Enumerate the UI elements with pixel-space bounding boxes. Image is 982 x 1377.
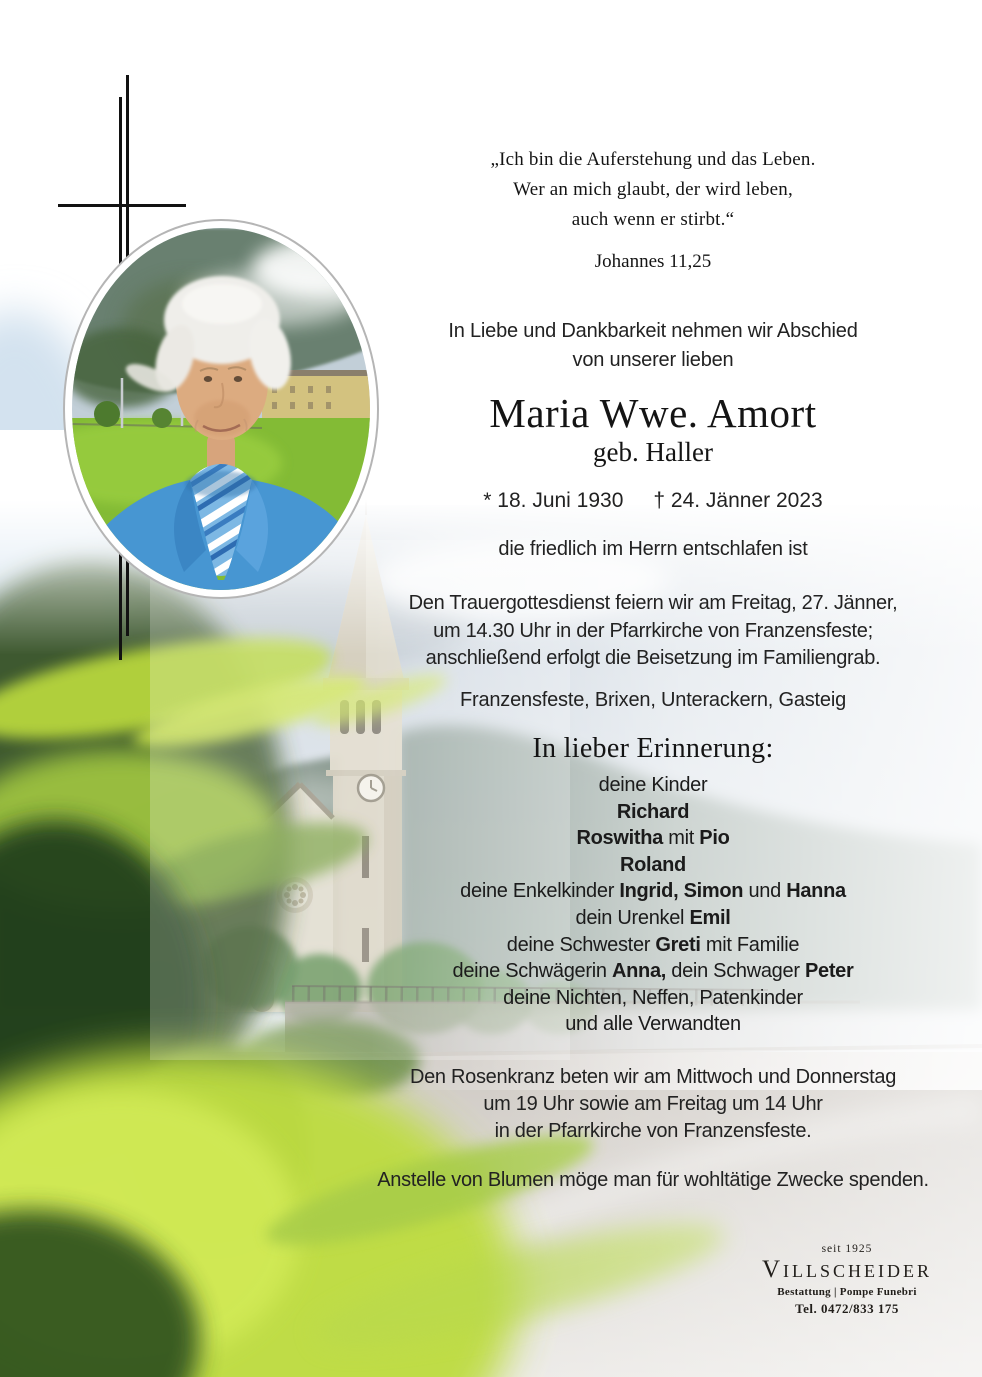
place-list: Franzensfeste, Brixen, Unterackern, Gasteig: [459, 689, 847, 711]
undertaker-logo: [752, 1243, 942, 1317]
passing-note: die friedlich im Herrn entschlafen ist: [498, 538, 808, 560]
birth-date: * 18. Juni 1930: [483, 489, 624, 512]
maiden-name: geb. Haller: [593, 437, 713, 467]
undertaker-since: seit 1925: [821, 1243, 873, 1255]
scripture-quote: „Ich bin die Auferstehung und das Leben. Wer an mich glaubt, der wird leben, auch wenn er stirbt.“: [490, 149, 816, 230]
farewell-intro: In Liebe und Dankbarkeit nehmen wir Abschied von unserer lieben: [448, 320, 858, 371]
undertaker-name: VILLSCHEIDER: [761, 1256, 933, 1283]
funeral-service-info: Den Trauergottesdienst feiern wir am Freitag, 27. Jänner, um 14.30 Uhr in der Pfarrkirche von Franzensfeste; anschließend erfolgt die Beisetzung im Familiengrab.: [408, 592, 898, 669]
scripture-source: Johannes 11,25: [594, 251, 712, 272]
memorial-cross-icon: [58, 204, 186, 207]
undertaker-subtitle: Bestattung | Pompe Funebri: [777, 1286, 917, 1298]
deceased-name: Maria Wwe. Amort: [489, 390, 817, 436]
life-dates: [325, 489, 981, 513]
remembrance-heading: In lieber Erinnerung:: [532, 733, 774, 764]
death-date: † 24. Jänner 2023: [653, 489, 823, 512]
rosary-info: Den Rosenkranz beten wir am Mittwoch und Donnerstag um 19 Uhr sowie am Freitag um 14 Uhr in der Pfarrkirche von Franzensfeste.: [409, 1066, 897, 1142]
donation-note: Anstelle von Blumen möge man für wohltätige Zwecke spenden.: [377, 1169, 929, 1191]
mourners-list: deine Kinder Richard Roswitha mit Pio Roland deine Enkelkinder Ingrid, Simon und Hanna dein Urenkel Emil deine Schwester Greti mit Familie deine Schwägerin Anna, dein Schwager Peter deine Nichten, Neffen, Patenkinder und alle Verwandten: [452, 774, 854, 1036]
undertaker-phone: Tel. 0472/833 175: [795, 1301, 899, 1316]
